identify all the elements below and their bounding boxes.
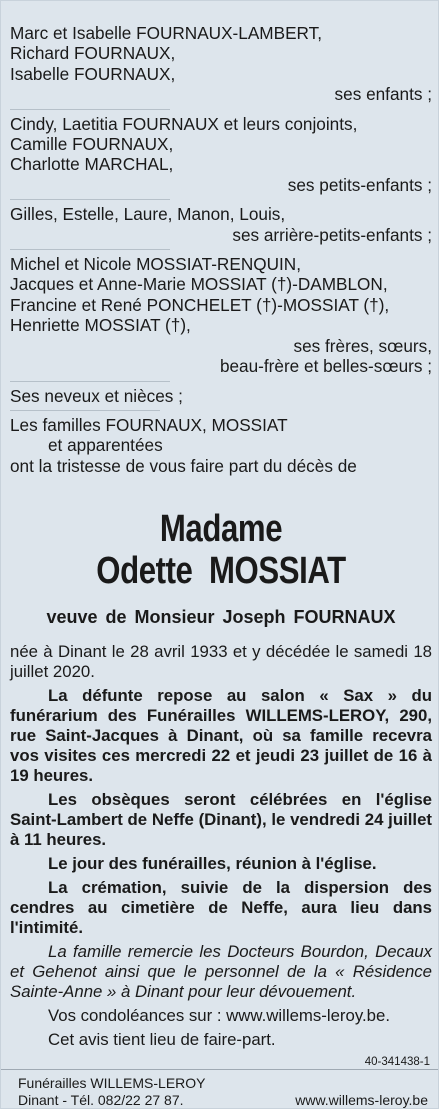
condolences: Vos condoléances sur : www.willems-leroy.be.	[48, 1006, 390, 1026]
family-line: et apparentées	[48, 435, 163, 456]
separator	[10, 109, 170, 110]
footer	[1, 1069, 438, 1109]
notice: Cet avis tient lieu de faire-part.	[48, 1030, 276, 1050]
family-line: Michel et Nicole MOSSIAT-RENQUIN,	[10, 254, 301, 275]
family-role: ses petits-enfants ;	[287, 174, 432, 195]
family-line: Camille FOURNAUX,	[10, 134, 174, 155]
family-role: ses frères, sœurs,	[293, 335, 432, 356]
obituary-body	[10, 1, 432, 1068]
separator	[10, 410, 160, 411]
meeting: Le jour des funérailles, réunion à l'église.	[48, 854, 377, 874]
separator	[10, 199, 170, 200]
separator	[10, 249, 170, 250]
family-line: Henriette MOSSIAT (†),	[10, 315, 191, 336]
family-line: Francine et René PONCHELET (†)-MOSSIAT (†),	[10, 294, 390, 315]
announcement: ont la tristesse de vous faire part du décès de	[10, 455, 357, 476]
deceased-name: Odette MOSSIAT	[96, 550, 346, 593]
family-line: Gilles, Estelle, Laure, Manon, Louis,	[10, 204, 286, 225]
funeral: Les obsèques seront célébrées en l'église Saint-Lambert de Neffe (Dinant), le vendredi 24 juillet à 11 heures.	[10, 790, 432, 850]
footer-city-phone: Dinant - Tél. 082/22 27 87.	[18, 1092, 184, 1108]
family-line: Isabelle FOURNAUX,	[10, 63, 176, 84]
footer-website: www.willems-leroy.be	[295, 1092, 428, 1108]
family-line: Marc et Isabelle FOURNAUX-LAMBERT,	[10, 23, 323, 43]
family-line: Ses neveux et nièces ;	[10, 385, 183, 406]
reference-number: 40-341438-1	[364, 1056, 430, 1069]
deceased-title: Madame	[159, 508, 283, 551]
family-line: Charlotte MARCHAL,	[10, 154, 174, 175]
footer-company: Funérailles WILLEMS-LEROY	[18, 1075, 206, 1091]
visitation: La défunte repose au salon « Sax » du funérarium des Funérailles WILLEMS-LEROY, 290, rue Saint-Jacques à Dinant, où sa famille recevra vos visites ces mercredi 22 et jeudi 23 juillet de 16 à 19 heures.	[10, 686, 432, 786]
separator	[10, 381, 170, 382]
family-line: Jacques et Anne-Marie MOSSIAT (†)-DAMBLON,	[10, 274, 388, 295]
thanks: La famille remercie les Docteurs Bourdon, Decaux et Gehenot ainsi que le personnel de la « Résidence Sainte-Anne » à Dinant pour leur dévouement.	[10, 942, 432, 1002]
cremation: La crémation, suivie de la dispersion des cendres au cimetière de Neffe, aura lieu dans l'intimité.	[10, 878, 432, 938]
family-role: beau-frère et belles-sœurs ;	[219, 356, 432, 377]
widow-of: veuve de Monsieur Joseph FOURNAUX	[46, 607, 396, 628]
footer-company-block	[18, 1075, 206, 1109]
family-role: ses arrière-petits-enfants ;	[232, 224, 432, 245]
birth-death: née à Dinant le 28 avril 1933 et y décédée le samedi 18 juillet 2020.	[10, 642, 432, 682]
family-line: Richard FOURNAUX,	[10, 43, 176, 64]
family-line: Cindy, Laetitia FOURNAUX et leurs conjoints,	[10, 113, 358, 134]
family-role: ses enfants ;	[334, 84, 432, 105]
family-line: Les familles FOURNAUX, MOSSIAT	[10, 414, 288, 435]
